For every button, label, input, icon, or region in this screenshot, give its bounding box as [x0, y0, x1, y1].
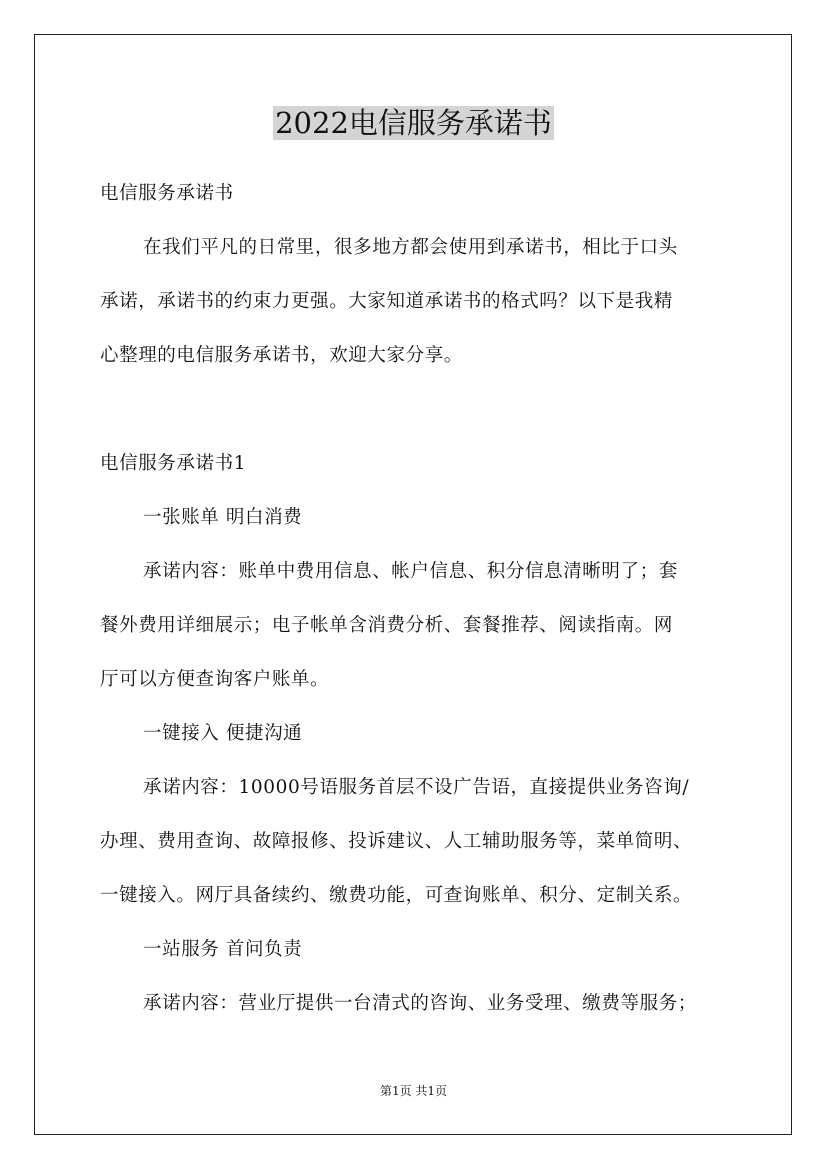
intro-heading: 电信服务承诺书 — [100, 183, 234, 204]
item-paragraph-line: 办理、费用查询、故障报修、投诉建议、人工辅助服务等，菜单简明、 — [100, 831, 693, 852]
item-paragraph-line: 一键接入。网厅具备续约、缴费功能，可查询账单、积分、定制关系。 — [100, 885, 693, 906]
section-heading: 电信服务承诺书1 — [100, 453, 247, 474]
intro-paragraph-line: 在我们平凡的日常里，很多地方都会使用到承诺书，相比于口头 — [143, 237, 678, 258]
page-footer: 第1页 共1页 — [379, 1084, 448, 1098]
item-paragraph-line: 承诺内容：10000号语服务首层不设广告语，直接提供业务咨询/ — [143, 777, 690, 798]
item-heading: 一站服务 首问负责 — [143, 939, 303, 960]
intro-paragraph-line: 承诺，承诺书的约束力更强。大家知道承诺书的格式吗？以下是我精 — [100, 291, 674, 312]
item-paragraph-line: 餐外费用详细展示；电子帐单含消费分析、套餐推荐、阅读指南。网 — [100, 615, 674, 636]
item-paragraph-line: 承诺内容：营业厅提供一台清式的咨询、业务受理、缴费等服务； — [143, 993, 697, 1014]
document-title: 2022电信服务承诺书 — [275, 106, 552, 140]
intro-paragraph-line: 心整理的电信服务承诺书，欢迎大家分享。 — [100, 345, 463, 366]
item-paragraph-line: 承诺内容：账单中费用信息、帐户信息、积分信息清晰明了；套 — [143, 561, 678, 582]
item-heading: 一键接入 便捷沟通 — [143, 723, 303, 744]
item-paragraph-line: 厅可以方便查询客户账单。 — [100, 669, 330, 690]
item-heading: 一张账单 明白消费 — [143, 507, 303, 528]
